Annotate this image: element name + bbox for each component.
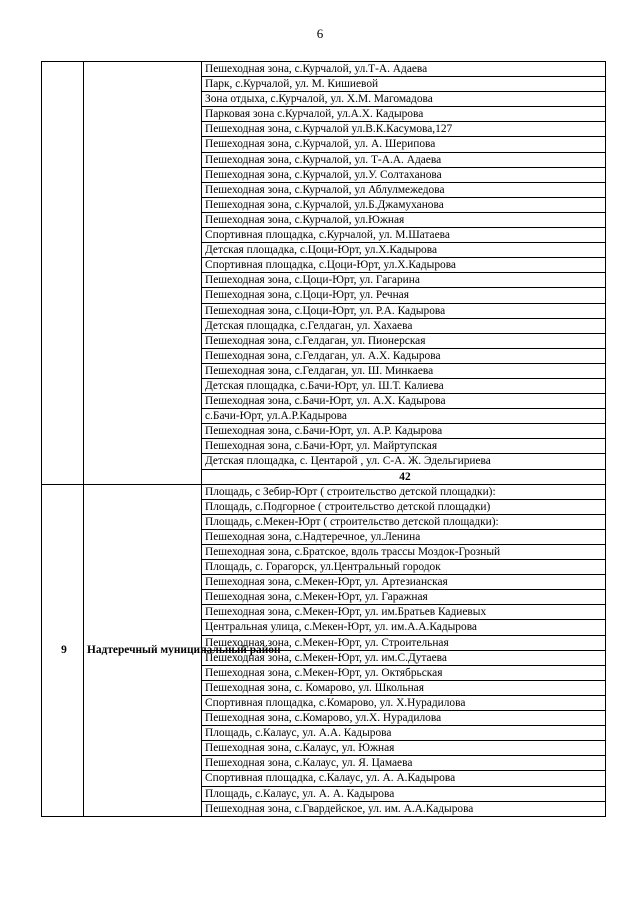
object-cell: Пешеходная зона, с.Курчалой, ул. Т-А.А. Адаева: [202, 152, 606, 167]
object-cell: Парк, с.Курчалой, ул. М. Кишиевой: [202, 77, 606, 92]
object-cell: Пешеходная зона, с.Мекен-Юрт, ул. им.Братьев Кадиевых: [202, 605, 606, 620]
object-cell: Спортивная площадка, с.Комарово, ул. Х.Нурадилова: [202, 695, 606, 710]
table-row: [42, 484, 606, 499]
object-cell: Детская площадка, с. Центарой , ул. С-А. Ж. Эдельгириева: [202, 454, 606, 469]
total-cell: 42: [202, 469, 606, 484]
object-cell: Пешеходная зона, с.Гелдаган, ул. А.Х. Кадырова: [202, 348, 606, 363]
object-cell: Детская площадка, с.Цоци-Юрт, ул.Х.Кадырова: [202, 243, 606, 258]
object-cell: Парковая зона с.Курчалой, ул.А.Х. Кадырова: [202, 107, 606, 122]
empty-number-cell: [42, 62, 84, 485]
object-cell: Пешеходная зона, с.Цоци-Юрт, ул. Гагарина: [202, 273, 606, 288]
object-cell: Пешеходная зона, с.Курчалой, ул.У. Солтаханова: [202, 167, 606, 182]
page-number: 6: [316, 26, 324, 41]
empty-region-cell: [84, 62, 202, 485]
object-cell: Пешеходная зона, с.Бачи-Юрт, ул. А.Х. Кадырова: [202, 394, 606, 409]
object-cell: Пешеходная зона, с.Мекен-Юрт, ул. Гаражная: [202, 590, 606, 605]
object-cell: Площадь, с.Калаус, ул. А.А. Кадырова: [202, 726, 606, 741]
object-cell: Пешеходная зона, с.Надтеречное, ул.Ленина: [202, 529, 606, 544]
object-cell: Спортивная площадка, с.Цоци-Юрт, ул.Х.Кадырова: [202, 258, 606, 273]
object-cell: Пешеходная зона, с.Курчалой, ул. А. Шерипова: [202, 137, 606, 152]
object-cell: Площадь, с.Калаус, ул. А. А. Кадырова: [202, 786, 606, 801]
object-cell: Пешеходная зона, с.Комарово, ул.Х. Нурадилова: [202, 711, 606, 726]
object-cell: Детская площадка, с.Гелдаган, ул. Хахаева: [202, 318, 606, 333]
object-cell: Центральная улица, с.Мекен-Юрт, ул. им.А.А.Кадырова: [202, 620, 606, 635]
object-cell: Пешеходная зона, с.Гелдаган, ул. Пионерская: [202, 333, 606, 348]
objects-table: [41, 61, 606, 817]
object-cell: Пешеходная зона, с.Бачи-Юрт, ул. Майртупская: [202, 439, 606, 454]
object-cell: Пешеходная зона, с.Мекен-Юрт, ул. им.С.Дутаева: [202, 650, 606, 665]
object-cell: Спортивная площадка, с.Курчалой, ул. М.Шатаева: [202, 228, 606, 243]
object-cell: Пешеходная зона, с.Калаус, ул. Я. Цамаева: [202, 756, 606, 771]
object-cell: Площадь, с Зебир-Юрт ( строительство детской площадки):: [202, 484, 606, 499]
object-cell: Пешеходная зона, с.Мекен-Юрт, ул. Строительная: [202, 635, 606, 650]
region-name: Надтеречный муниципальный район: [84, 484, 202, 816]
object-cell: Детская площадка, с.Бачи-Юрт, ул. Ш.Т. Калиева: [202, 378, 606, 393]
object-cell: Пешеходная зона, с.Курчалой ул.В.К.Касумова,127: [202, 122, 606, 137]
table-row: [42, 62, 606, 77]
object-cell: Пешеходная зона, с.Курчалой, ул.Южная: [202, 212, 606, 227]
object-cell: Площадь, с.Мекен-Юрт ( строительство детской площадки):: [202, 514, 606, 529]
object-cell: Пешеходная зона, с.Гелдаган, ул. Ш. Минкаева: [202, 363, 606, 378]
object-cell: Пешеходная зона, с.Мекен-Юрт, ул. Октябрьская: [202, 665, 606, 680]
object-cell: с.Бачи-Юрт, ул.А.Р.Кадырова: [202, 409, 606, 424]
object-cell: Зона отдыха, с.Курчалой, ул. Х.М. Магомадова: [202, 92, 606, 107]
object-cell: Площадь, с. Горагорск, ул.Центральный городок: [202, 560, 606, 575]
object-cell: Пешеходная зона, с. Комарово, ул. Школьная: [202, 680, 606, 695]
object-cell: Пешеходная зона, с.Курчалой, ул Аблулмежедова: [202, 182, 606, 197]
object-cell: Пешеходная зона, с.Курчалой, ул.Б.Джамуханова: [202, 197, 606, 212]
object-cell: Пешеходная зона, с.Курчалой, ул.Т-А. Адаева: [202, 62, 606, 77]
object-cell: Пешеходная зона, с.Мекен-Юрт, ул. Артезианская: [202, 575, 606, 590]
object-cell: Пешеходная зона, с.Братское, вдоль трассы Моздок-Грозный: [202, 545, 606, 560]
object-cell: Пешеходная зона, с.Калаус, ул. Южная: [202, 741, 606, 756]
object-cell: Пешеходная зона, с.Бачи-Юрт, ул. А.Р. Кадырова: [202, 424, 606, 439]
object-cell: Спортивная площадка, с.Калаус, ул. А. А.Кадырова: [202, 771, 606, 786]
object-cell: Пешеходная зона, с.Гвардейское, ул. им. А.А.Кадырова: [202, 801, 606, 816]
region-number: 9: [42, 484, 84, 816]
object-cell: Пешеходная зона, с.Цоци-Юрт, ул. Р.А. Кадырова: [202, 303, 606, 318]
object-cell: Площадь, с.Подгорное ( строительство детской площадки): [202, 499, 606, 514]
object-cell: Пешеходная зона, с.Цоци-Юрт, ул. Речная: [202, 288, 606, 303]
